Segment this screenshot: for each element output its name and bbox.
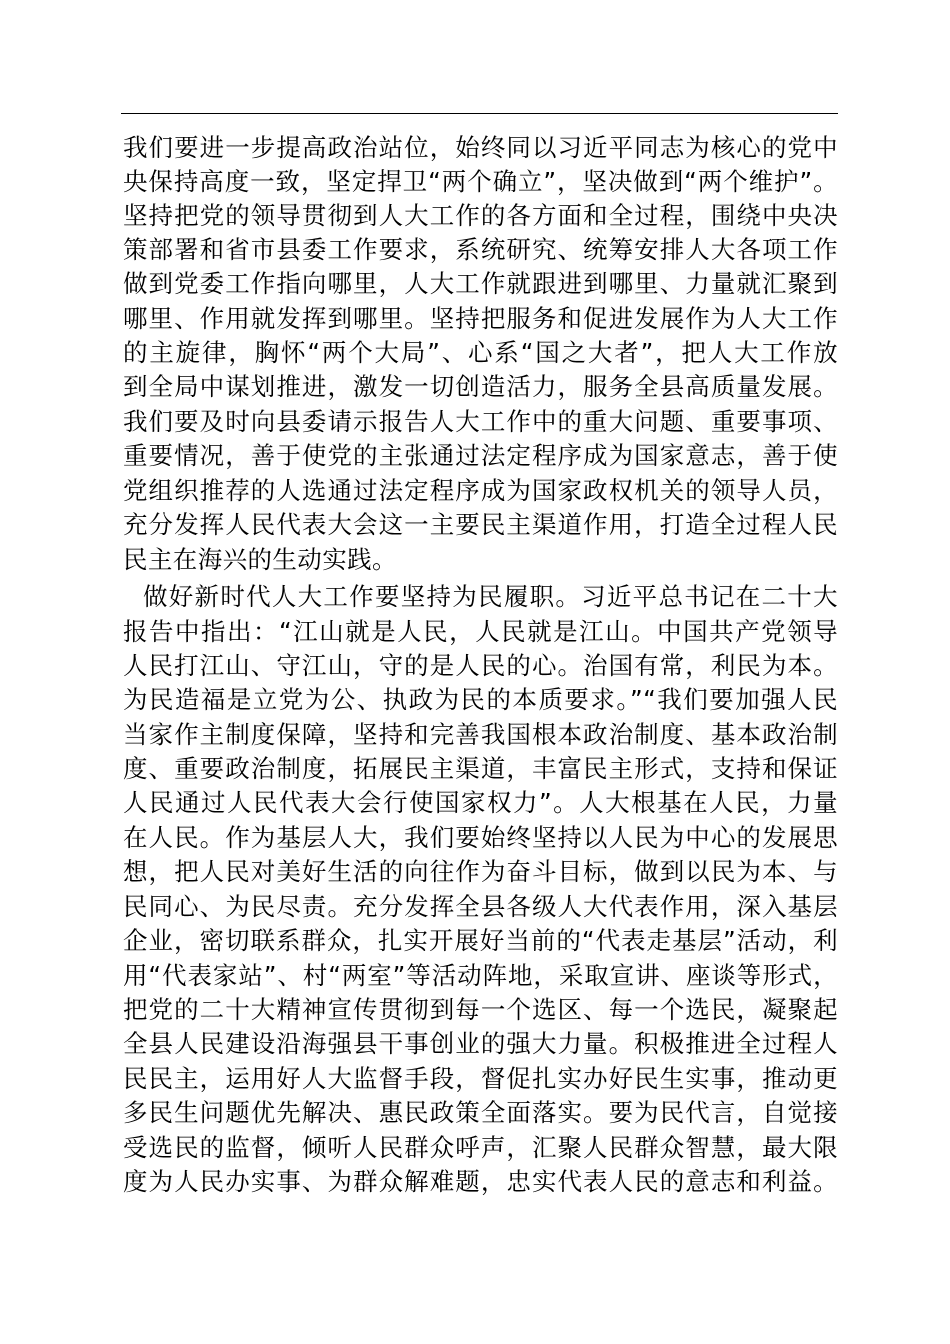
text-line: 用“代表家站”、村“两室”等活动阵地，采取宣讲、座谈等形式， [123,961,838,990]
text-line: 为民造福是立党为公、执政为民的本质要求。”“我们要加强人民 [123,685,838,714]
text-line: 我们要及时向县委请示报告人大工作中的重大问题、重要事项、 [123,407,838,436]
text-line: 多民生问题优先解决、惠民政策全面落实。要为民代言，自觉接 [123,1098,838,1127]
text-line: 民主在海兴的生动实践。 [123,545,397,574]
text-line: 想，把人民对美好生活的向往作为奋斗目标，做到以民为本、与 [123,857,838,886]
text-line: 哪里、作用就发挥到哪里。坚持把服务和促进发展作为人大工作 [123,304,838,333]
text-line: 的主旋律，胸怀“两个大局”、心系“国之大者”，把人大工作放 [123,338,838,367]
text-line: 度为人民办实事、为群众解难题，忠实代表人民的意志和利益。 [123,1167,838,1196]
text-line: 人民通过人民代表大会行使国家权力”。人大根基在人民，力量 [123,788,838,817]
text-line: 坚持把党的领导贯彻到人大工作的各方面和全过程，围绕中央决 [123,201,838,230]
header-rule [121,113,838,114]
text-line: 央保持高度一致，坚定捍卫“两个确立”，坚决做到“两个维护”。 [123,167,838,196]
text-line: 充分发挥人民代表大会这一主要民主渠道作用，打造全过程人民 [123,510,838,539]
text-line: 在人民。作为基层人大，我们要始终坚持以人民为中心的发展思 [123,823,838,852]
text-line: 报告中指出：“江山就是人民，人民就是江山。中国共产党领导 [123,617,838,646]
text-line: 企业，密切联系群众，扎实开展好当前的“代表走基层”活动，利 [123,926,838,955]
paragraph-first-line: 做好新时代人大工作要坚持为民履职。习近平总书记在二十大 [143,582,838,611]
text-line: 策部署和省市县委工作要求，系统研究、统筹安排人大各项工作 [123,235,838,264]
text-line: 受选民的监督，倾听人民群众呼声，汇聚人民群众智慧，最大限 [123,1133,838,1162]
text-line: 到全局中谋划推进，激发一切创造活力，服务全县高质量发展。 [123,372,838,401]
text-line: 把党的二十大精神宣传贯彻到每一个选区、每一个选民，凝聚起 [123,995,838,1024]
text-line: 党组织推荐的人选通过法定程序成为国家政权机关的领导人员， [123,476,838,505]
text-line: 做到党委工作指向哪里，人大工作就跟进到哪里、力量就汇聚到 [123,269,838,298]
text-line: 重要情况，善于使党的主张通过法定程序成为国家意志，善于使 [123,441,838,470]
text-line: 民同心、为民尽责。充分发挥全县各级人大代表作用，深入基层 [123,892,838,921]
text-line: 度、重要政治制度，拓展民主渠道，丰富民主形式，支持和保证 [123,754,838,783]
text-line: 全县人民建设沿海强县干事创业的强大力量。积极推进全过程人 [123,1029,838,1058]
text-line: 人民打江山、守江山，守的是人民的心。治国有常，利民为本。 [123,651,838,680]
text-line: 民民主，运用好人大监督手段，督促扎实办好民生实事，推动更 [123,1064,838,1093]
text-line: 我们要进一步提高政治站位，始终同以习近平同志为核心的党中 [123,133,838,162]
text-line: 当家作主制度保障，坚持和完善我国根本政治制度、基本政治制 [123,720,838,749]
